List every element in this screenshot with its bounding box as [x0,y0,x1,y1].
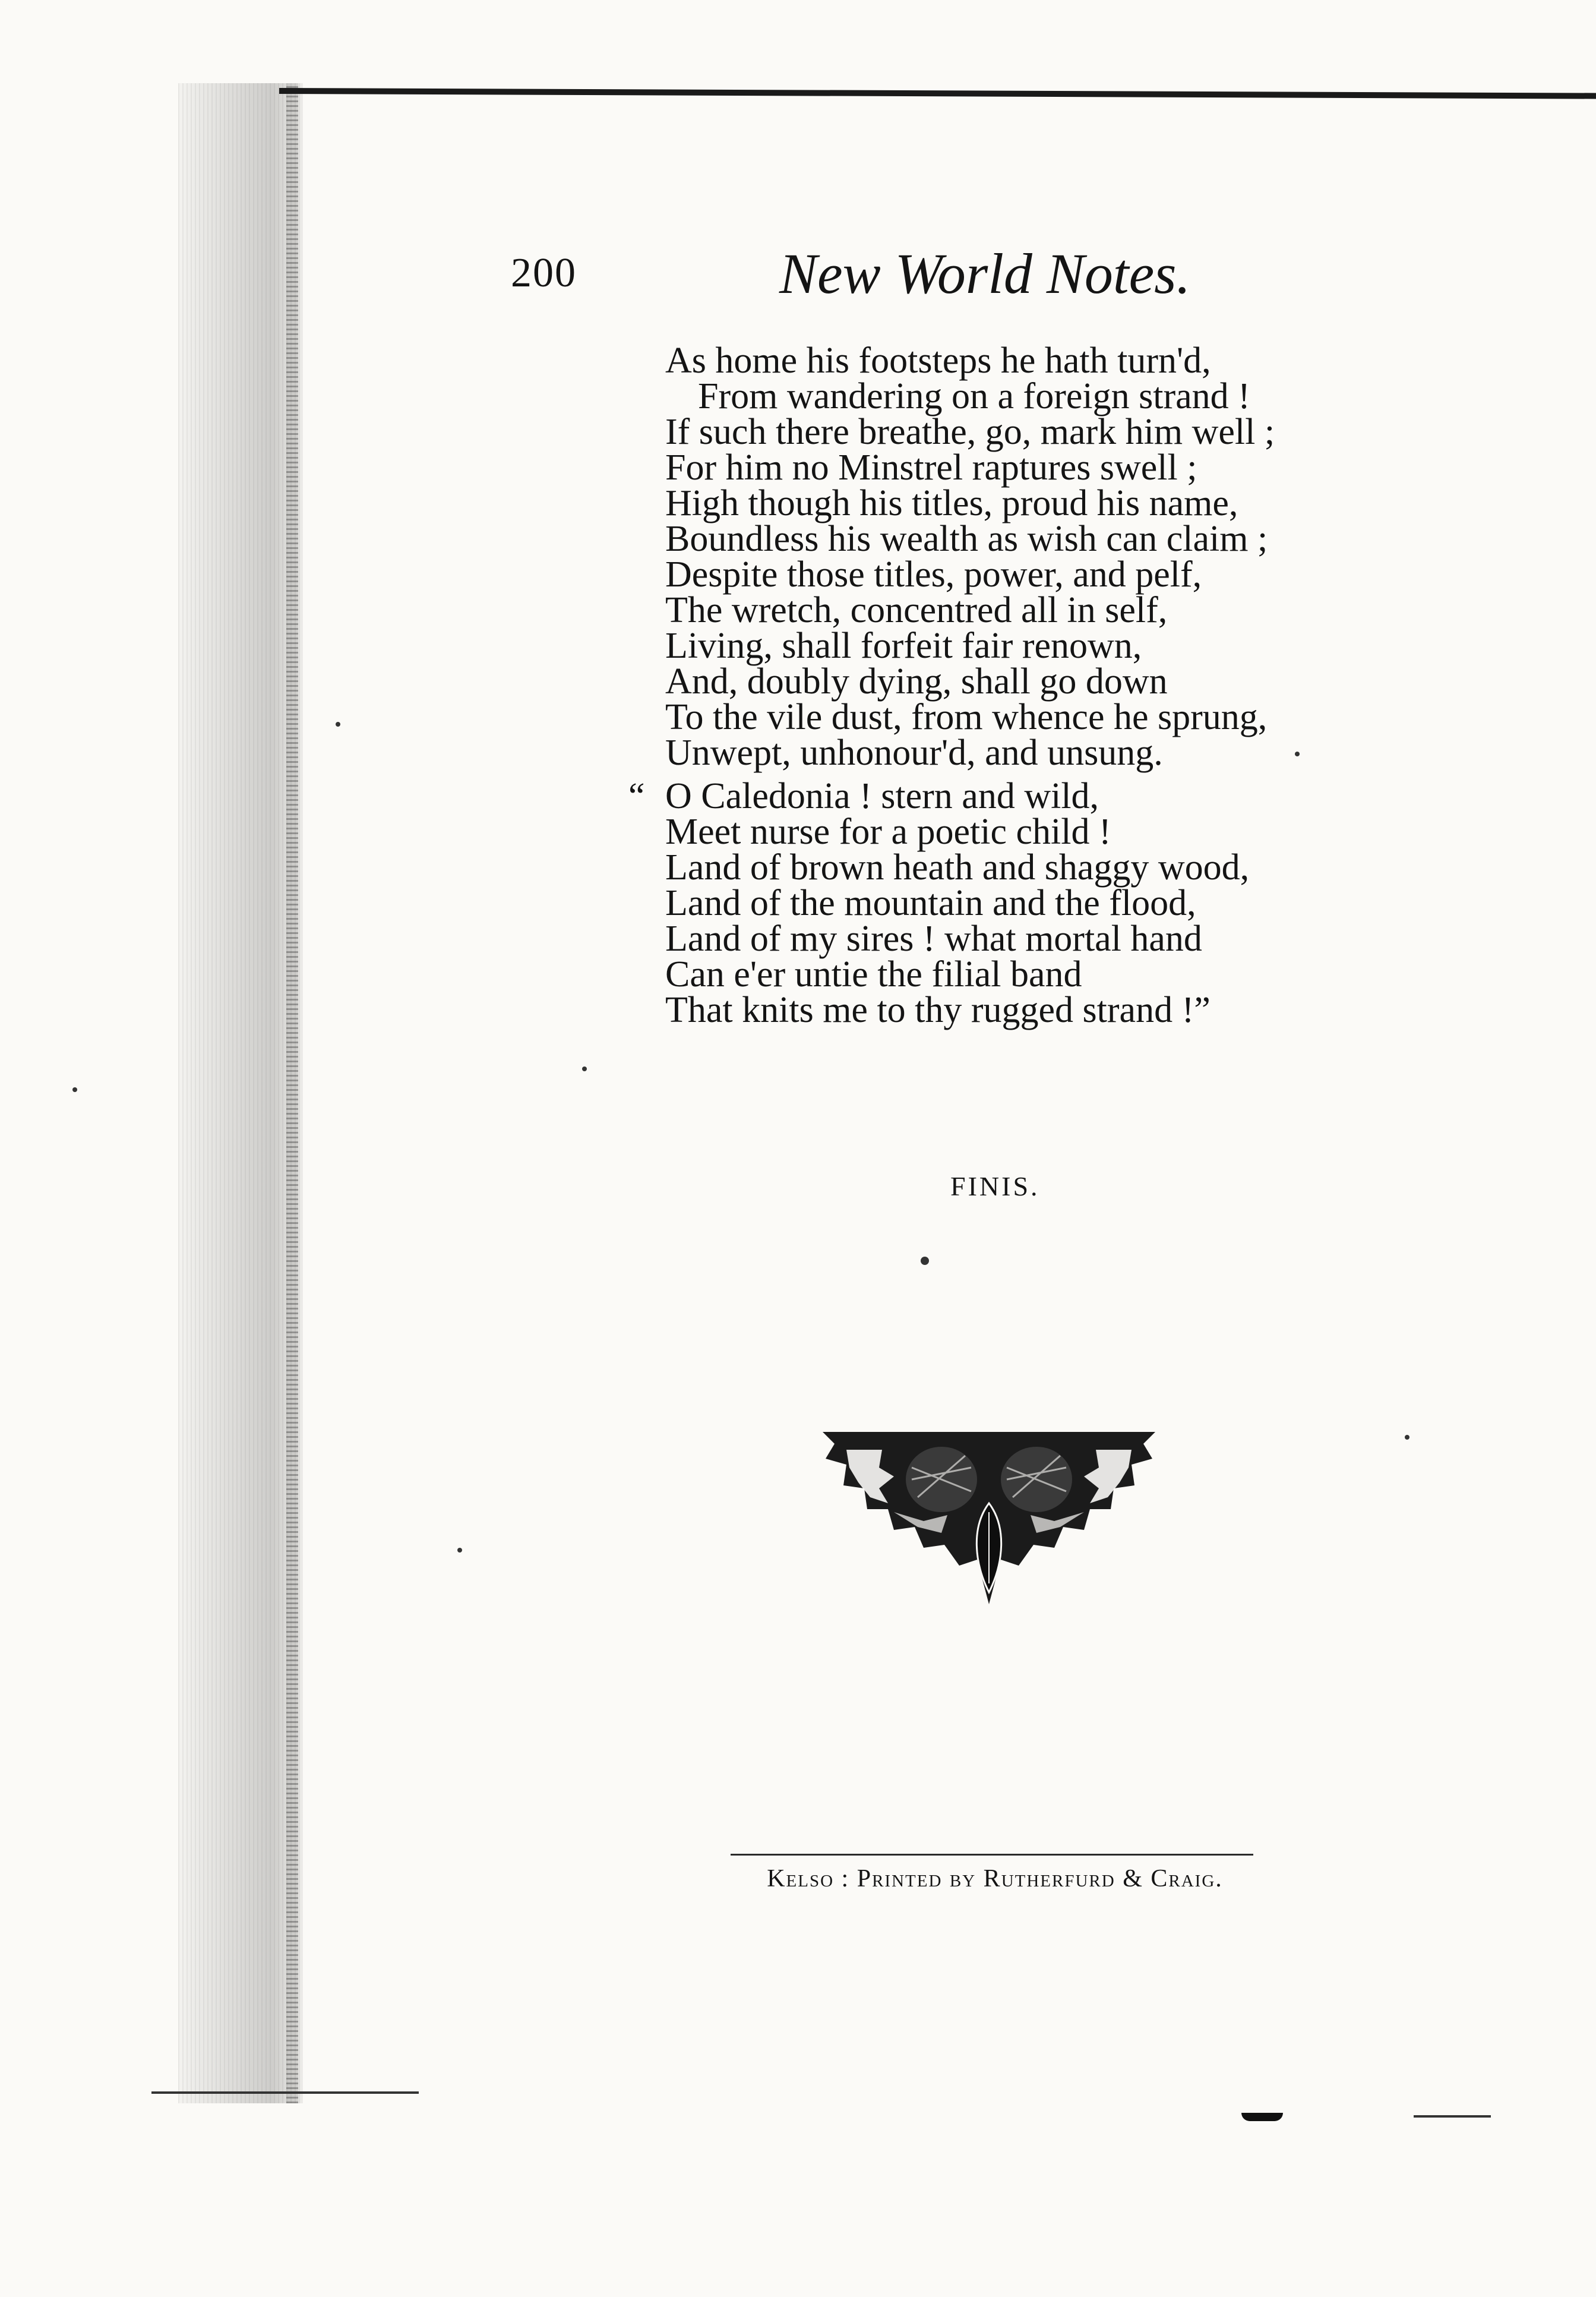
gutter-edge [286,83,298,2103]
poem-line: Despite those titles, power, and pelf, [665,554,1202,595]
speck [72,1087,77,1092]
speck [921,1257,929,1265]
opening-quote: “ [628,776,645,816]
top-rule [279,88,1596,99]
poem-line: To the vile dust, from whence he sprung, [665,697,1268,737]
bottom-rule [151,2091,419,2094]
finis: FINIS. [950,1171,1040,1201]
speck [1405,1435,1409,1440]
poem-line: If such there breathe, go, mark him well ; [665,412,1275,452]
page-number: 200 [511,250,577,296]
poem-line: The wretch, concentred all in self, [665,590,1168,630]
poem-line: Can e'er untie the filial band [665,954,1082,995]
poem-line: And, doubly dying, shall go down [665,661,1168,702]
imprint: Kelso : Printed by Rutherfurd & Craig. [767,1865,1223,1892]
poem-line: Unwept, unhonour'd, and unsung. [665,733,1163,773]
thistle-fleuron-icon [823,1432,1155,1616]
poem-line: O Caledonia ! stern and wild, [665,776,1099,816]
binding-gutter [178,83,303,2103]
poem-line: That knits me to thy rugged strand !” [665,990,1211,1030]
poem-line: Land of brown heath and shaggy wood, [665,847,1250,888]
speck [1295,752,1300,756]
speck [582,1067,587,1071]
poem-line: As home his footsteps he hath turn'd, [665,340,1211,381]
speck [457,1548,462,1553]
poem-line: High though his titles, proud his name, [665,483,1238,523]
bottom-rule [1414,2115,1491,2118]
imprint-rule [731,1854,1253,1856]
poem-line: From wandering on a foreign strand ! [698,376,1250,417]
printer-mark [1241,2113,1283,2121]
poem-line: Living, shall forfeit fair renown, [665,626,1142,666]
speck [336,722,340,727]
poem-line: Meet nurse for a poetic child ! [665,812,1111,852]
running-head: New World Notes. [779,242,1191,305]
poem-line: Land of the mountain and the flood, [665,883,1196,923]
poem-line: Boundless his wealth as wish can claim ; [665,519,1268,559]
poem-line: Land of my sires ! what mortal hand [665,919,1202,959]
poem-line: For him no Minstrel raptures swell ; [665,447,1197,488]
